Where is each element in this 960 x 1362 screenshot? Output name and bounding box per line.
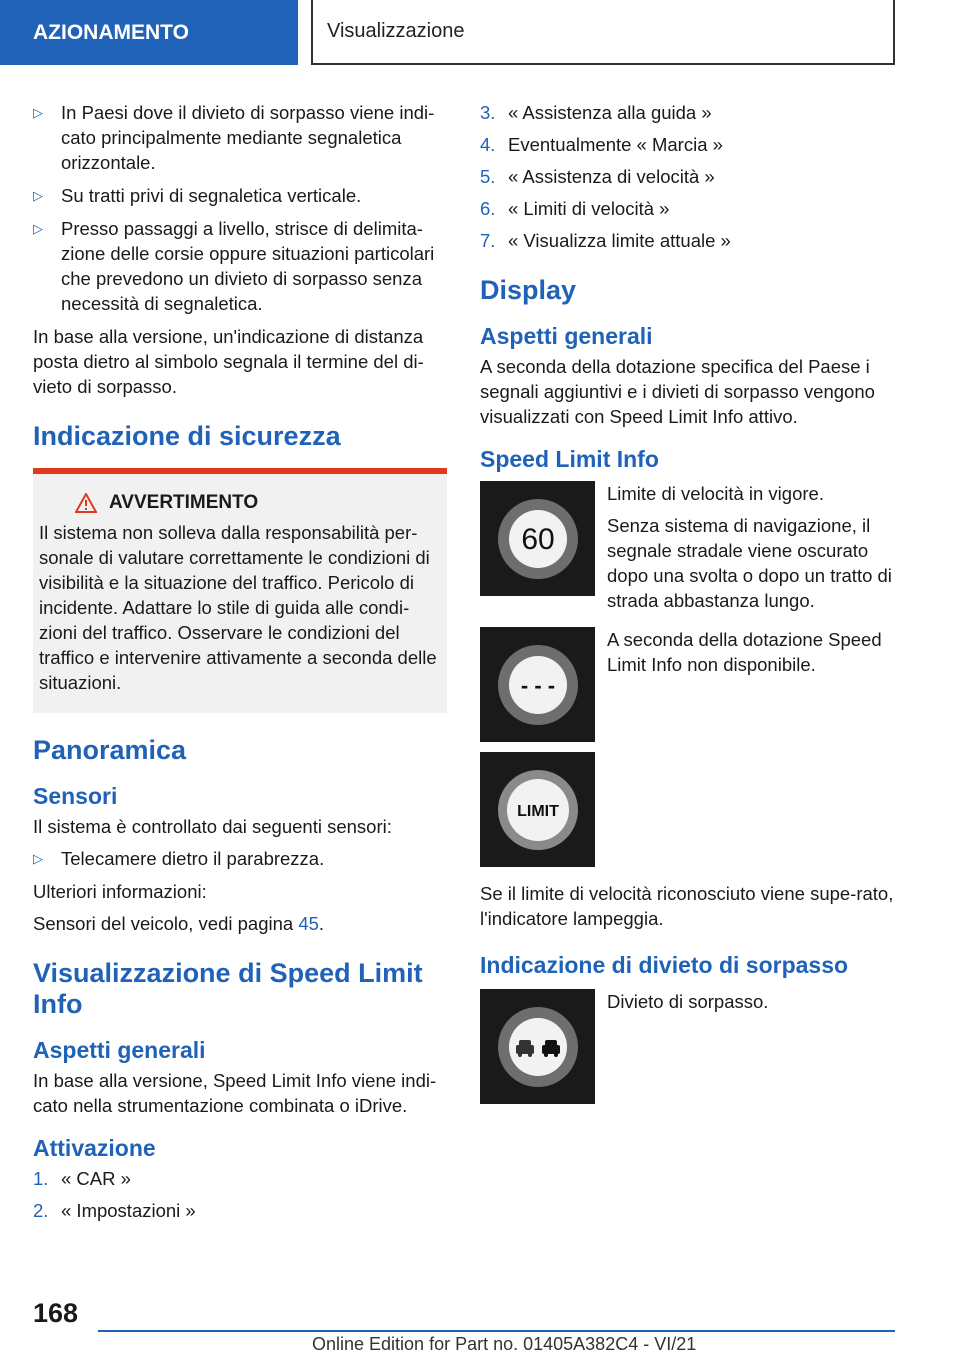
right-column — [480, 100, 900, 1114]
sign-value: 60 — [520, 522, 555, 556]
subsection-heading: Speed Limit Info — [480, 446, 659, 472]
sensor-ref-end: . — [318, 913, 325, 934]
section-heading: Visualizzazione di Speed Limit Info — [33, 958, 423, 1019]
sign-description — [607, 481, 900, 613]
subsection-heading: Aspetti generali — [480, 323, 653, 349]
step-text: « CAR » — [61, 1168, 131, 1189]
step-text: « Impostazioni » — [61, 1200, 196, 1221]
list-item — [33, 183, 447, 208]
list-item — [480, 132, 900, 157]
bullet-text: Telecamere dietro il parabrezza. — [61, 848, 325, 869]
step-number: 1. — [33, 1168, 49, 1189]
list-item — [480, 164, 900, 189]
footer-divider — [98, 1330, 895, 1332]
speed-limit-60-sign-icon — [480, 481, 595, 596]
bullet-text: Presso passaggi a livello, strisce di delimita-zione delle corsie oppure situazioni particolari che prevedono un divieto di sorpasso senza necessità di segnaletica. — [61, 218, 435, 314]
bullet-text: In Paesi dove il divieto di sorpasso viene indi-cato principalmente mediante segnaletica orizzontale. — [61, 102, 435, 173]
step-number: 7. — [480, 230, 496, 251]
sign-description: A seconda della dotazione Speed Limit Info non disponibile. — [607, 629, 882, 675]
sign-text-line: Senza sistema di navigazione, il segnale stradale viene oscurato dopo una svolta o dopo un tratto di strada abbastanza lungo. — [607, 515, 892, 611]
paragraph — [33, 911, 447, 936]
limit-sign-icon — [480, 752, 595, 867]
paragraph: Il sistema è controllato dai seguenti sensori: — [33, 816, 392, 837]
step-number: 2. — [33, 1200, 49, 1221]
speed-limit-unavailable-sign-icon — [480, 627, 595, 742]
sign-row — [480, 627, 900, 742]
subsection-heading: Sensori — [33, 783, 118, 809]
step-text: « Visualizza limite attuale » — [508, 230, 731, 251]
step-text: « Limiti di velocità » — [508, 198, 670, 219]
step-number: 4. — [480, 134, 496, 155]
warning-text: Il sistema non solleva dalla responsabilità per-sonale di valutare correttamente le condizioni di visibilità e la situazione del traffico. Pericolo di incidente. Adattare lo stile di guida alle condi-zioni del traffico. Osservare le condizioni del traffico e intervenire attivamente a seconda delle situazioni. — [39, 522, 437, 693]
step-text: Eventualmente « Marcia » — [508, 134, 723, 155]
subsection-heading: Attivazione — [33, 1135, 156, 1161]
section-heading: Display — [480, 275, 577, 305]
section-tab: AZIONAMENTO — [0, 0, 298, 65]
list-item — [480, 100, 900, 125]
sign-description: Divieto di sorpasso. — [607, 991, 769, 1012]
triangle-bullet-icon: ▷ — [33, 221, 43, 236]
page-header-title: Visualizzazione — [311, 0, 895, 65]
sign-row — [480, 989, 900, 1104]
page-number: 168 — [33, 1298, 79, 1328]
sign-value: - - - — [520, 672, 555, 698]
step-number: 6. — [480, 198, 496, 219]
warning-title — [39, 492, 439, 514]
section-heading: Panoramica — [33, 735, 187, 765]
sign-text-line: Limite di velocità in vigore. — [607, 483, 824, 504]
paragraph: In base alla versione, un'indicazione di distanza posta dietro al simbolo segnala il termine del di-vieto di sorpasso. — [33, 326, 424, 397]
sign-row — [480, 481, 900, 613]
step-text: « Assistenza alla guida » — [508, 102, 712, 123]
paragraph: Se il limite di velocità riconosciuto viene supe-rato, l'indicatore lampeggia. — [480, 883, 894, 929]
no-overtaking-sign-icon — [480, 989, 595, 1104]
list-item — [33, 846, 447, 871]
warning-triangle-icon — [75, 493, 97, 513]
list-item — [480, 228, 900, 253]
list-item — [33, 1198, 447, 1223]
bullet-text: Su tratti privi di segnaletica verticale. — [61, 185, 362, 206]
subsection-heading: Aspetti generali — [33, 1037, 206, 1063]
list-item — [33, 100, 447, 175]
triangle-bullet-icon: ▷ — [33, 188, 43, 203]
paragraph: A seconda della dotazione specifica del Paese i segnali aggiuntivi e i divieti di sorpasso vengono visualizzati con Speed Limit Info attivo. — [480, 356, 875, 427]
warning-box — [33, 468, 447, 713]
triangle-bullet-icon: ▷ — [33, 105, 43, 120]
sensor-ref-text: Sensori del veicolo, vedi pagina — [33, 913, 299, 934]
step-text: « Assistenza di velocità » — [508, 166, 715, 187]
warning-title-text: AVVERTIMENTO — [109, 492, 259, 513]
sign-value: LIMIT — [516, 802, 559, 820]
list-item — [33, 216, 447, 316]
step-number: 5. — [480, 166, 496, 187]
page-link[interactable]: 45 — [298, 913, 319, 934]
subsection-heading: Indicazione di divieto di sorpasso — [480, 952, 849, 978]
list-item — [480, 196, 900, 221]
paragraph: In base alla versione, Speed Limit Info viene indi-cato nella strumentazione combinata o iDrive. — [33, 1070, 437, 1116]
list-item — [33, 1166, 447, 1191]
section-heading: Indicazione di sicurezza — [33, 421, 341, 451]
paragraph: Ulteriori informazioni: — [33, 881, 207, 902]
step-number: 3. — [480, 102, 496, 123]
edition-text: Online Edition for Part no. 01405A382C4 - VI/21 — [312, 1334, 697, 1354]
sign-row — [480, 752, 900, 867]
triangle-bullet-icon: ▷ — [33, 851, 43, 866]
left-column — [33, 100, 447, 1230]
